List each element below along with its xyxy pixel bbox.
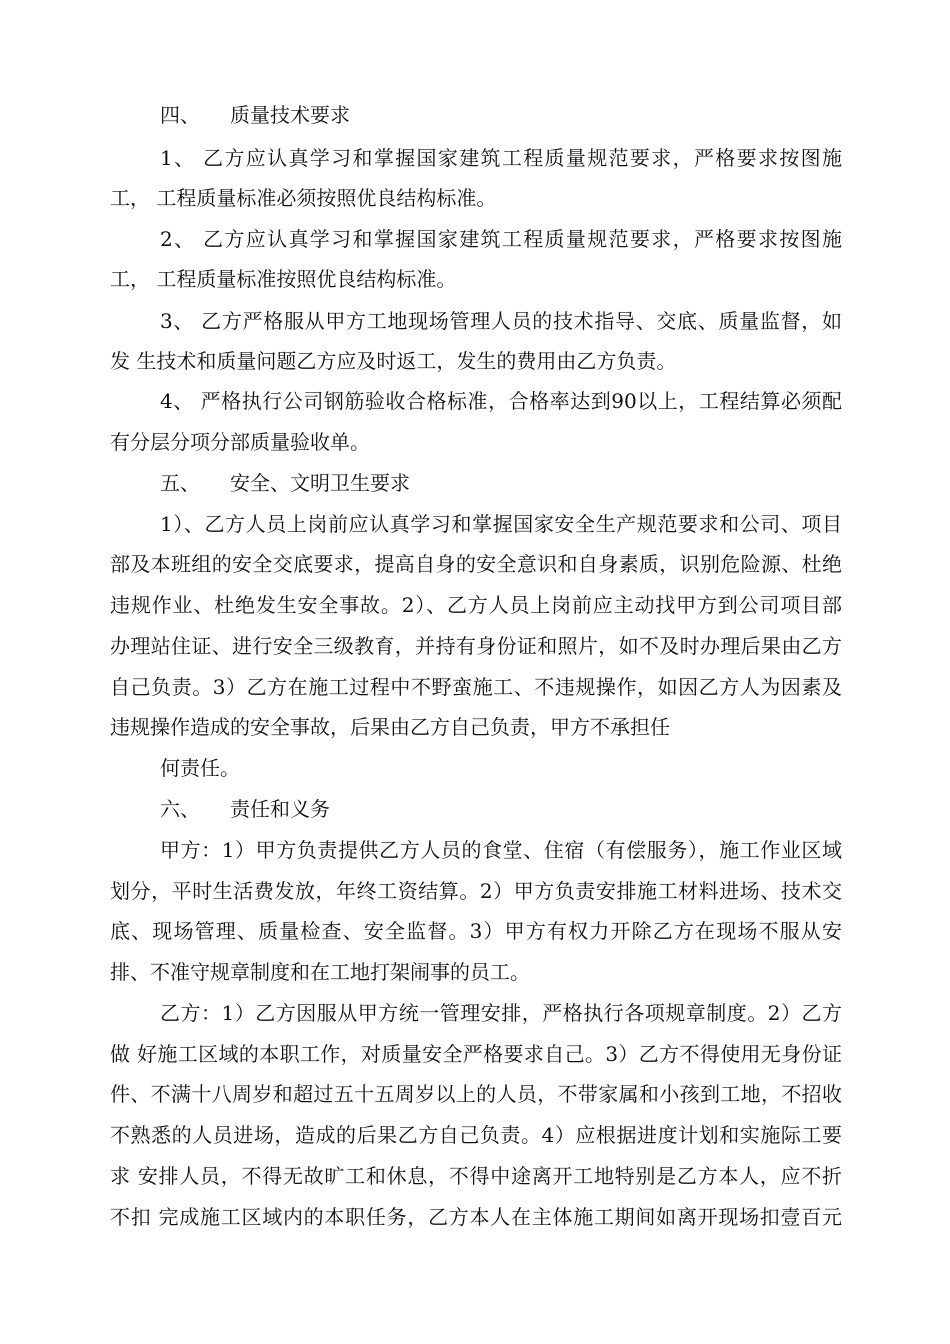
paragraph-line: 乙方：1）乙方因服从甲方统一管理安排，严格执行各项规章制度。2）乙方 (160, 1001, 842, 1025)
section-heading-safety: 五、 安全、文明卫生要求 (160, 471, 410, 495)
paragraph-line: 甲方：1）甲方负责提供乙方人员的食堂、住宿（有偿服务），施工作业区域 (160, 838, 842, 862)
paragraph-line: 4、 严格执行公司钢筋验收合格标准，合格率达到90以上，工程结算必须配 (160, 389, 842, 413)
paragraph-line: 不扣 完成施工区域内的本职任务，乙方本人在主体施工期间如离开现场扣壹百元 (110, 1205, 842, 1229)
paragraph-line: 自己负责。3）乙方在施工过程中不野蛮施工、不违规操作，如因乙方人为因素及 (110, 675, 842, 699)
paragraph-line: 做 好施工区域的本职工作，对质量安全严格要求自己。3）乙方不得使用无身份证 (110, 1042, 842, 1066)
paragraph-line: 何责任。 (160, 756, 240, 780)
paragraph-line: 排、不准守规章制度和在工地打架闹事的员工。 (110, 960, 530, 984)
paragraph-line: 部及本班组的安全交底要求，提高自身的安全意识和自身素质，识别危险源、杜绝 (110, 552, 842, 576)
paragraph-line: 2、 乙方应认真学习和掌握国家建筑工程质量规范要求，严格要求按图施 (160, 227, 842, 251)
paragraph-line: 不熟悉的人员进场，造成的后果乙方自己负责。4）应根据进度计划和实施际工要 (110, 1123, 842, 1147)
paragraph-line: 底、现场管理、质量检查、安全监督。3）甲方有权力开除乙方在现场不服从安 (110, 919, 842, 943)
paragraph-line: 工， 工程质量标准必须按照优良结构标准。 (110, 186, 497, 210)
paragraph-line: 1、 乙方应认真学习和掌握国家建筑工程质量规范要求，严格要求按图施 (160, 146, 842, 170)
paragraph-line: 办理站住证、进行安全三级教育，并持有身份证和照片，如不及时办理后果由乙方 (110, 634, 842, 658)
section-heading-quality: 四、 质量技术要求 (160, 103, 350, 127)
paragraph-line: 3、 乙方严格服从甲方工地现场管理人员的技术指导、交底、质量监督，如 (160, 309, 842, 333)
section-heading-duties: 六、 责任和义务 (160, 797, 330, 821)
paragraph-line: 有分层分项分部质量验收单。 (110, 430, 370, 454)
paragraph-line: 求 安排人员，不得无故旷工和休息，不得中途离开工地特别是乙方本人，应不折 (110, 1164, 842, 1188)
paragraph-line: 发 生技术和质量问题乙方应及时返工，发生的费用由乙方负责。 (110, 349, 677, 373)
paragraph-line: 件、不满十八周岁和超过五十五周岁以上的人员，不带家属和小孩到工地，不招收 (110, 1082, 842, 1106)
paragraph-line: 违规操作造成的安全事故，后果由乙方自己负责，甲方不承担任 (110, 715, 670, 739)
paragraph-line: 1）、乙方人员上岗前应认真学习和掌握国家安全生产规范要求和公司、项目 (160, 512, 842, 536)
paragraph-line: 工， 工程质量标准按照优良结构标准。 (110, 267, 457, 291)
paragraph-line: 划分，平时生活费发放，年终工资结算。2）甲方负责安排施工材料进场、技术交 (110, 879, 842, 903)
paragraph-line: 违规作业、杜绝发生安全事故。2）、乙方人员上岗前应主动找甲方到公司项目部 (110, 593, 842, 617)
